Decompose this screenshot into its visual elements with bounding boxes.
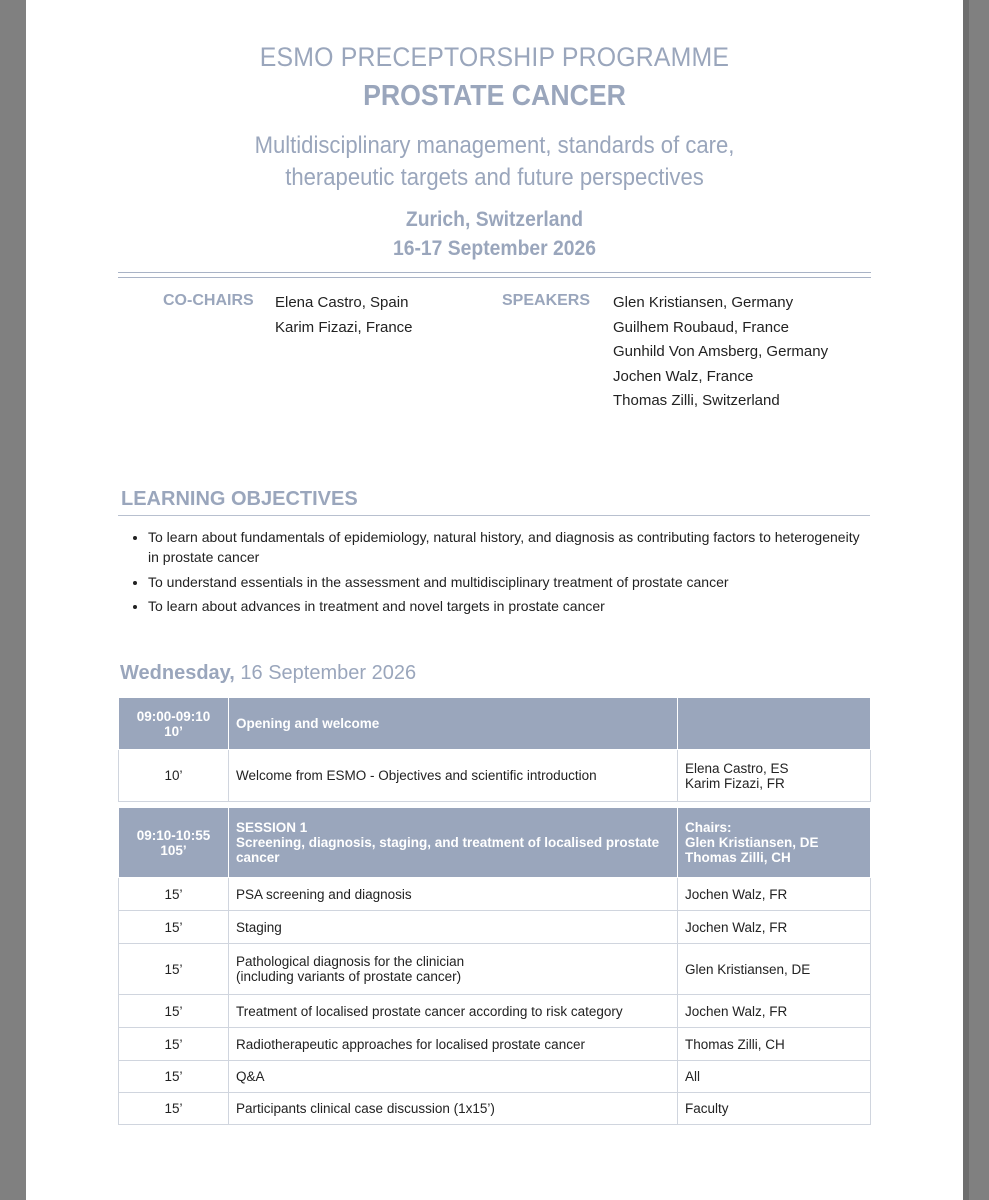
speaker-name: Glen Kristiansen, Germany	[613, 294, 794, 311]
dates: 16-17 September 2026	[392, 237, 596, 260]
duration: 10’	[164, 723, 183, 739]
learning-objectives-divider	[118, 515, 870, 516]
day-heading	[120, 662, 416, 685]
opening-header-row	[119, 698, 871, 750]
speaker: All	[678, 1061, 871, 1093]
time-cell	[119, 808, 229, 878]
co-chairs-label: CO-CHAIRS	[163, 292, 254, 309]
table-row	[119, 1061, 871, 1093]
table-row	[119, 995, 871, 1028]
speaker: Jochen Walz, FR	[678, 911, 871, 944]
page-edge	[963, 0, 969, 1200]
duration: 15’	[119, 1093, 229, 1125]
time-range: 09:10-10:55	[136, 827, 211, 843]
duration: 15’	[119, 1061, 229, 1093]
topic: Pathological diagnosis for the clinician	[236, 954, 465, 969]
session-header-row	[119, 808, 871, 878]
table-row	[119, 1028, 871, 1061]
duration: 10’	[119, 750, 229, 802]
speaker: Faculty	[678, 1093, 871, 1125]
table-row	[119, 911, 871, 944]
time-cell	[119, 698, 229, 750]
learning-objectives-title: LEARNING OBJECTIVES	[121, 488, 358, 510]
objective-item: • To understand essentials in the assessment and multidisciplinary treatment of prostate cancer	[148, 572, 868, 592]
speaker: Jochen Walz, FR	[678, 878, 871, 911]
chair: Thomas Zilli, CH	[685, 850, 791, 865]
topic: Welcome from ESMO - Objectives and scientific introduction	[229, 750, 678, 802]
speaker-name: Gunhild Von Amsberg, Germany	[613, 343, 829, 361]
table-row	[119, 750, 871, 802]
speaker: Glen Kristiansen, DE	[678, 944, 871, 995]
speaker: Elena Castro, ES	[685, 760, 789, 776]
speakers-list	[613, 293, 828, 416]
session-title-cell	[229, 808, 678, 878]
objective-item: • To learn about fundamentals of epidemiology, natural history, and diagnosis as contributing factors to heterogeneity in prostate cancer	[148, 527, 868, 567]
chair: Glen Kristiansen, DE	[685, 835, 819, 850]
duration: 15’	[119, 1028, 229, 1061]
programme-heading: ESMO PRECEPTORSHIP PROGRAMME	[259, 42, 730, 72]
location: Zurich, Switzerland	[405, 208, 584, 231]
subtitle-line-2: therapeutic targets and future perspectives	[285, 164, 704, 191]
speaker: Thomas Zilli, CH	[678, 1028, 871, 1061]
co-chair-name: Elena Castro, Spain	[275, 294, 409, 311]
empty-cell	[678, 698, 871, 750]
topic-cell	[229, 944, 678, 995]
objective-item: • To learn about advances in treatment and novel targets in prostate cancer	[148, 596, 868, 616]
topic: Staging	[229, 911, 678, 944]
subtitle	[63, 130, 925, 194]
topic: Participants clinical case discussion (1x15’)	[229, 1093, 678, 1125]
speaker-cell	[678, 750, 871, 802]
table-row	[119, 1093, 871, 1125]
header-divider	[118, 272, 871, 278]
duration: 105’	[160, 842, 187, 858]
learning-objectives-list	[121, 527, 868, 621]
page-title: PROSTATE CANCER	[363, 80, 626, 112]
topic: Q&A	[229, 1061, 678, 1093]
speaker: Karim Fizazi, FR	[685, 775, 785, 791]
programme-table	[118, 697, 871, 1125]
day-weekday: Wednesday,	[120, 662, 235, 684]
table-row	[119, 944, 871, 995]
subtitle-line-1: Multidisciplinary management, standards of care,	[254, 132, 735, 159]
topic: Treatment of localised prostate cancer according to risk category	[229, 995, 678, 1028]
speakers-label: SPEAKERS	[502, 292, 591, 309]
topic-note: (including variants of prostate cancer)	[236, 969, 462, 984]
topic: PSA screening and diagnosis	[229, 878, 678, 911]
block-title: Opening and welcome	[229, 698, 678, 750]
speaker-name: Thomas Zilli, Switzerland	[613, 392, 780, 410]
topic: Radiotherapeutic approaches for localised prostate cancer	[229, 1028, 678, 1061]
table-row	[119, 878, 871, 911]
session-label: SESSION 1	[236, 820, 308, 835]
duration: 15’	[119, 878, 229, 911]
document-page	[26, 0, 963, 1200]
duration: 15’	[119, 911, 229, 944]
speaker-name: Jochen Walz, France	[613, 367, 754, 385]
day-date: 16 September 2026	[234, 662, 417, 684]
co-chair-name: Karim Fizazi, France	[275, 318, 413, 336]
speaker-name: Guilhem Roubaud, France	[613, 318, 789, 336]
chairs-label: Chairs:	[685, 820, 732, 835]
duration: 15’	[119, 944, 229, 995]
event-location-date	[63, 205, 925, 263]
session-title: Screening, diagnosis, staging, and treatment of localised prostate cancer	[236, 835, 660, 865]
time-range: 09:00-09:10	[136, 708, 211, 724]
co-chairs-list	[275, 293, 413, 342]
speaker: Jochen Walz, FR	[678, 995, 871, 1028]
chairs-cell	[678, 808, 871, 878]
duration: 15’	[119, 995, 229, 1028]
